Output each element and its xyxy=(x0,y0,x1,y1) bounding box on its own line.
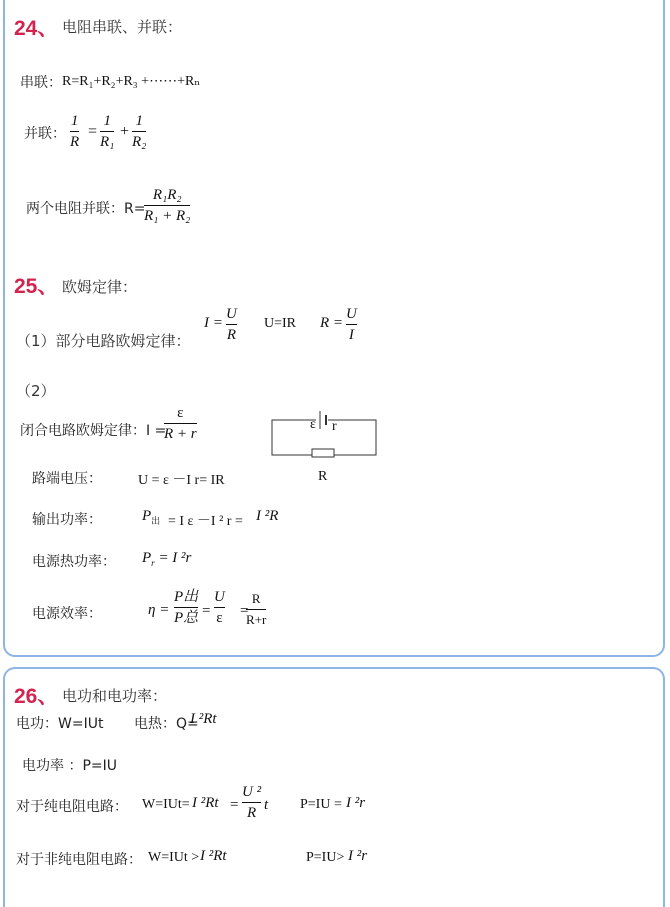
parallel-frac-2: 1 R₁ xyxy=(100,113,115,150)
pure-resistor-label: 对于纯电阻电路： xyxy=(16,799,128,815)
nonpure-w: W=IUt > xyxy=(148,850,200,865)
electric-work-label: 电功：W=IUt xyxy=(16,716,104,732)
pure-frac: U ² R xyxy=(242,784,262,821)
two-resistor-frac: R₁R₂ R₁ + R₂ xyxy=(144,187,191,224)
ohm-f3-frac: U I xyxy=(346,306,357,343)
section-26-title: 电功和电功率： xyxy=(62,687,168,705)
nonpure-resistor-label: 对于非纯电阻电路： xyxy=(16,852,142,868)
ohm-f3-lhs: R = xyxy=(320,315,344,331)
electric-heat-label: 电热：Q= xyxy=(134,716,199,732)
circuit-r-label: r xyxy=(332,419,337,434)
part2-label: （2） xyxy=(16,382,56,400)
parallel-frac-3: 1 R₂ xyxy=(132,113,147,150)
pure-eq: = xyxy=(230,797,239,813)
electric-heat-tail: I ²Rt xyxy=(190,711,217,727)
efficiency-frac-1: P出 P总 xyxy=(174,589,199,626)
parallel-label: 并联： xyxy=(24,126,66,142)
ohm-f2: U=IR xyxy=(264,316,297,331)
closed-circuit-label: 闭合电路欧姆定律：I = xyxy=(20,423,167,439)
efficiency-frac-3: R R+r xyxy=(246,591,267,627)
circuit-emf-label: ε xyxy=(310,417,316,432)
series-formula: R=R₁+R₂+R₃ +⋯⋯+Rₙ xyxy=(62,74,201,89)
parallel-plus: + xyxy=(120,123,130,140)
section-24-title: 电阻串联、并联： xyxy=(62,18,183,36)
efficiency-eta: η = xyxy=(148,602,170,618)
output-power-formula: = I ε －I ² r = xyxy=(168,514,243,529)
two-resistor-label: 两个电阻并联：R= xyxy=(26,201,146,217)
partial-circuit-label: （1）部分电路欧姆定律： xyxy=(16,332,191,350)
heat-power-formula: $P_r = I$ ²r xyxy=(142,550,192,568)
efficiency-label: 电源效率： xyxy=(32,606,102,622)
pure-t: t xyxy=(264,797,269,813)
output-power-tail: I ²R xyxy=(256,508,279,524)
pure-w: W=IUt= xyxy=(142,797,190,812)
efficiency-frac-2: U ε xyxy=(214,589,225,626)
circuit-R-label: R xyxy=(318,469,328,484)
electric-power-label: 电功率 ：P=IU xyxy=(22,758,117,774)
nonpure-p-tail: I ²r xyxy=(348,848,368,864)
ohm-f1-frac: U R xyxy=(226,306,237,343)
section-24-number: 24、 xyxy=(14,17,59,40)
parallel-eq: = xyxy=(88,123,98,140)
terminal-voltage-formula: U = ε －I r= IR xyxy=(138,473,225,488)
heat-power-label: 电源热功率： xyxy=(32,554,116,570)
series-label: 串联： xyxy=(20,75,62,91)
section-26-number: 26、 xyxy=(14,685,59,708)
output-power-sym: $P_出$ xyxy=(142,508,161,526)
pure-p-tail: I ²r xyxy=(346,795,366,811)
efficiency-eq-2: = xyxy=(240,603,249,619)
efficiency-eq-1: = xyxy=(202,603,211,619)
output-power-label: 输出功率： xyxy=(32,512,102,528)
closed-circuit-frac: ε R + r xyxy=(164,405,197,442)
parallel-frac-1: 1 R xyxy=(70,113,80,150)
ohm-f1-lhs: I = xyxy=(204,315,223,331)
pure-p: P=IU = xyxy=(300,797,342,812)
terminal-voltage-label: 路端电压： xyxy=(32,471,102,487)
section-25-title: 欧姆定律： xyxy=(62,278,138,296)
nonpure-w-tail: I ²Rt xyxy=(200,848,227,864)
section-25-number: 25、 xyxy=(14,275,59,298)
pure-i2rt: I ²Rt xyxy=(192,795,219,811)
nonpure-p: P=IU> xyxy=(306,850,345,865)
